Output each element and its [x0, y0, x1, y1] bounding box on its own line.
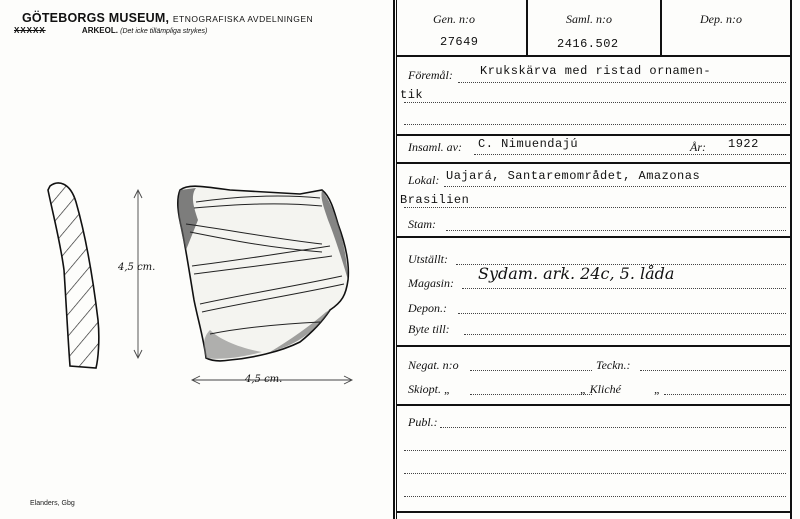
depon-label: Depon.:: [408, 301, 447, 315]
byte-label: Byte till:: [408, 322, 450, 336]
section-rule-2: [396, 162, 792, 164]
magasin-line: [462, 288, 786, 289]
negat-label: Negat. n:o: [408, 358, 459, 372]
struck-text: XXXXX: [14, 26, 46, 35]
lokal-value-2: Brasilien: [400, 193, 470, 207]
gen-value: 27649: [440, 35, 479, 49]
museum-header: [22, 11, 313, 25]
department-subheader: [14, 26, 207, 35]
magasin-value: Sydam. ark. 24c, 5. låda: [478, 264, 675, 283]
saml-value: 2416.502: [557, 37, 619, 51]
arkeol-label: ARKEOL.: [81, 26, 118, 35]
publ-line-2: [404, 450, 786, 451]
height-label: 4,5 cm.: [118, 262, 156, 273]
foremal-line-3: [404, 124, 786, 125]
section-rule-4: [396, 345, 792, 347]
stam-line: [446, 230, 786, 231]
ar-value: 1922: [728, 137, 759, 151]
card-divider: [393, 0, 395, 519]
museum-name: GÖTEBORGS MUSEUM,: [22, 11, 170, 25]
publ-line-3: [404, 473, 786, 474]
card-divider-inner: [396, 0, 397, 519]
foremal-line-2: [404, 102, 786, 103]
teckn-line: [640, 370, 786, 371]
lokal-line-2: [404, 207, 786, 208]
department-name: ETNOGRAFISKA AVDELNINGEN: [172, 14, 314, 24]
negat-line: [470, 370, 592, 371]
printer-credit: Elanders, Gbg: [30, 500, 75, 507]
insaml-value: C. Nimuendajú: [478, 137, 579, 151]
insaml-line: [474, 154, 786, 155]
teckn-label: Teckn.:: [596, 358, 631, 372]
foremal-value-2: tik: [400, 88, 424, 102]
kliche-label: „ Kliché: [580, 382, 621, 396]
foremal-line-1: [458, 82, 786, 83]
foremal-label: Föremål:: [408, 68, 453, 82]
card-bottom-rule: [396, 511, 792, 513]
sherd-outline: [178, 186, 349, 361]
skiopt-line: [470, 394, 592, 395]
sherd-profile: [48, 183, 99, 368]
magasin-label: Magasin:: [408, 276, 454, 290]
publ-label: Publ.:: [408, 415, 438, 429]
lokal-value-1: Uajará, Santaremområdet, Amazonas: [446, 169, 701, 183]
insaml-label: Insaml. av:: [408, 140, 462, 154]
dep-label: Dep. n:o: [700, 12, 742, 26]
kliche-line: [664, 394, 786, 395]
stam-label: Stam:: [408, 217, 436, 231]
gen-label: Gen. n:o: [433, 12, 475, 26]
number-box-sep-1: [526, 0, 528, 56]
number-box-bottom: [396, 55, 792, 57]
strike-note: (Det icke tillämpliga strykes): [120, 28, 208, 35]
section-rule-1: [396, 134, 792, 136]
publ-line-1: [440, 427, 786, 428]
foremal-value-1: Krukskärva med ristad ornamen-: [480, 64, 712, 78]
byte-line: [464, 334, 786, 335]
width-label: 4,5 cm.: [245, 374, 283, 385]
section-rule-5: [396, 404, 792, 406]
card-right-border: [790, 0, 792, 519]
publ-line-4: [404, 496, 786, 497]
number-box-sep-2: [660, 0, 662, 56]
sherd-drawing: [0, 90, 390, 510]
lokal-label: Lokal:: [408, 173, 440, 187]
section-rule-3: [396, 236, 792, 238]
utstallt-label: Utställt:: [408, 252, 449, 266]
depon-line: [458, 313, 786, 314]
ar-label: År:: [690, 140, 706, 154]
lokal-line-1: [444, 186, 786, 187]
kliche-mark: „: [654, 382, 661, 396]
saml-label: Saml. n:o: [566, 12, 612, 26]
skiopt-label: Skiopt. „: [408, 382, 451, 396]
